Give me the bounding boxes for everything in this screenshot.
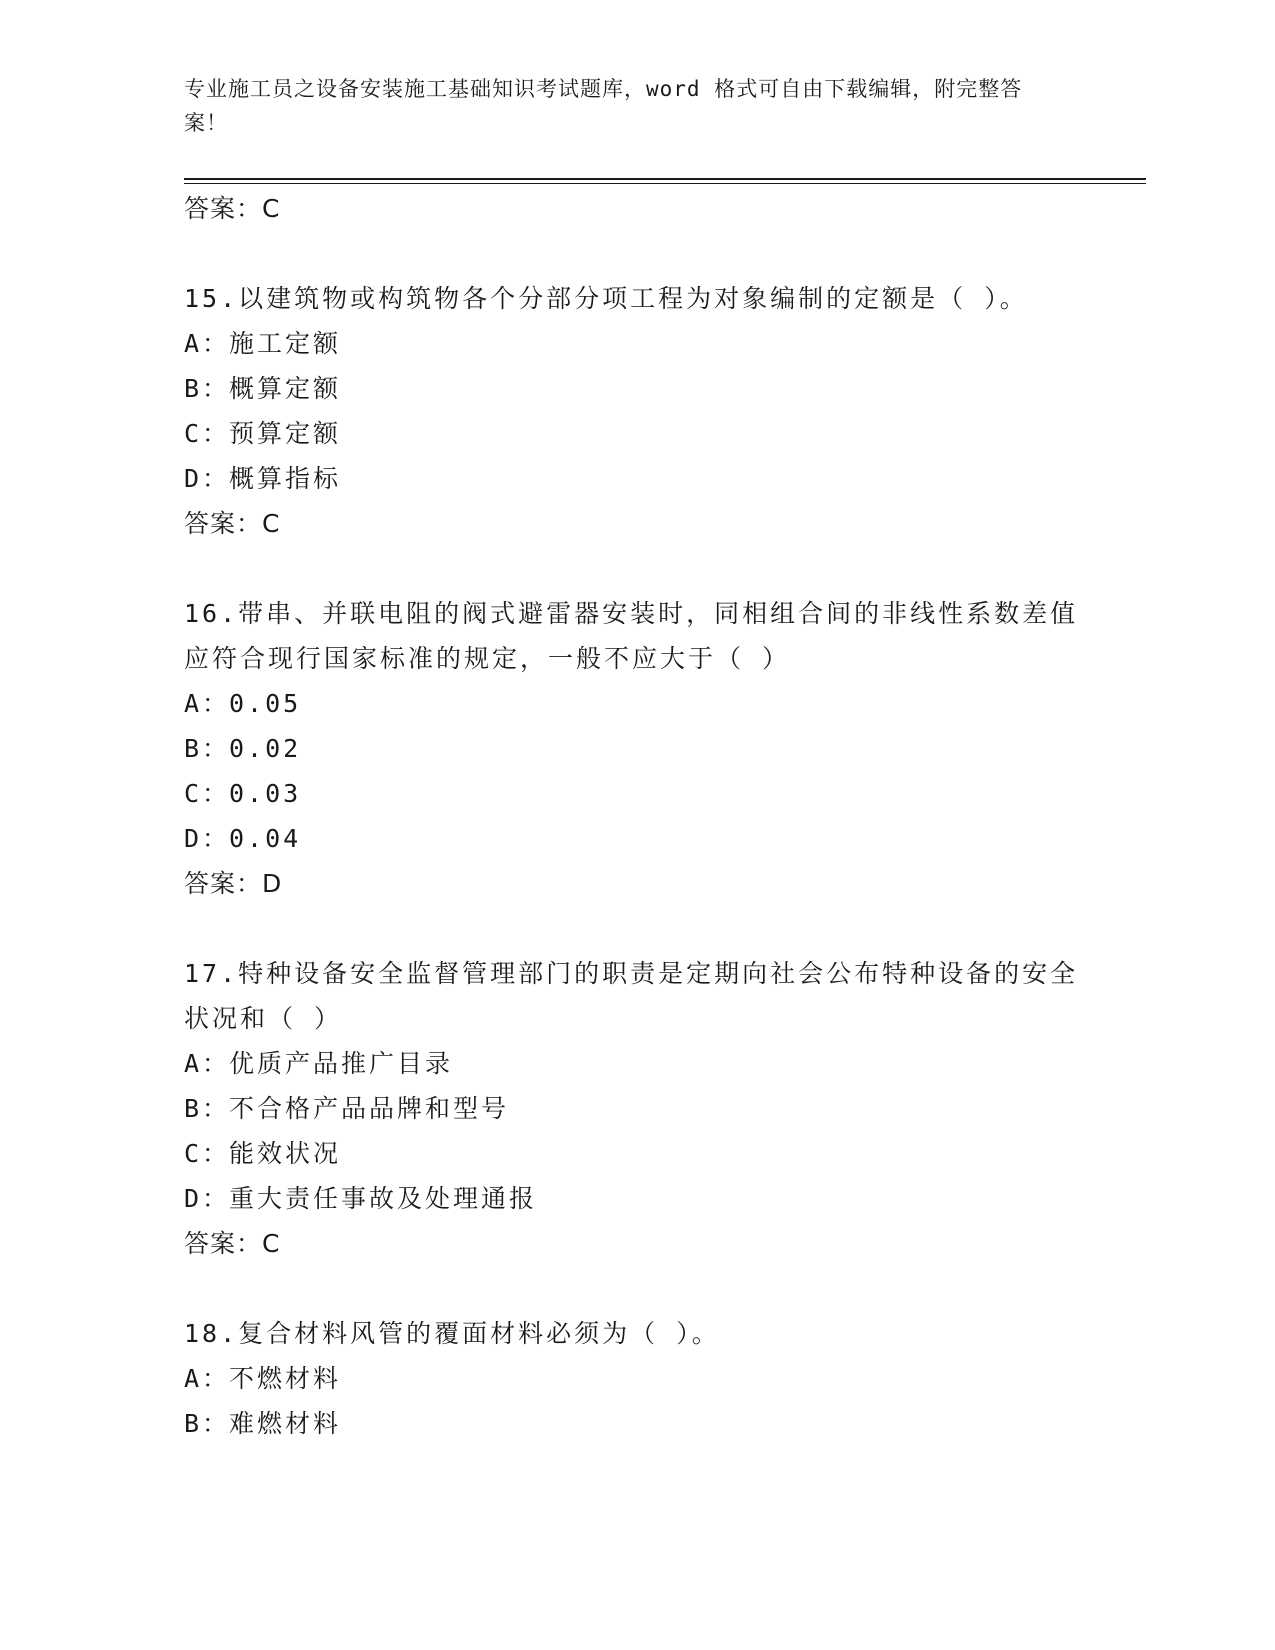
option-text: 0.04 (229, 824, 302, 853)
option-d (184, 456, 1084, 501)
option-a (184, 681, 1084, 726)
answer-line: 答案：C (184, 1229, 281, 1258)
option-text: 预算定额 (229, 419, 342, 448)
answer-line: 答案：D (184, 869, 283, 898)
option-a (184, 321, 1084, 366)
option-text: 0.03 (229, 779, 302, 808)
question-list (184, 186, 1084, 1446)
option-b (184, 726, 1084, 771)
spacer (184, 906, 1084, 951)
option-text: 0.05 (229, 689, 302, 718)
option-key: B： (184, 1094, 231, 1123)
option-c (184, 771, 1084, 816)
question-block (184, 951, 1084, 1266)
option-c (184, 411, 1084, 456)
document-header: 专业施工员之设备安装施工基础知识考试题库，word 格式可自由下载编辑，附完整答案！ (184, 77, 1023, 135)
option-key: A： (184, 1049, 231, 1078)
option-text: 不燃材料 (229, 1364, 342, 1393)
header-divider-thick (184, 178, 1146, 180)
header-divider-thin (184, 183, 1146, 184)
option-key: A： (184, 1364, 231, 1393)
option-b (184, 366, 1084, 411)
option-key: B： (184, 374, 231, 403)
question-block (184, 276, 1084, 546)
option-key: D： (184, 824, 231, 853)
option-key: D： (184, 464, 231, 493)
option-text: 重大责任事故及处理通报 (229, 1184, 538, 1213)
question-block (184, 591, 1084, 906)
question-stem: 15.以建筑物或构筑物各个分部分项工程为对象编制的定额是（ ）。 (184, 284, 1028, 313)
option-a (184, 1041, 1084, 1086)
question-block (184, 1311, 1084, 1446)
option-a (184, 1356, 1084, 1401)
option-b (184, 1401, 1084, 1446)
option-d (184, 1176, 1084, 1221)
spacer (184, 546, 1084, 591)
option-key: B： (184, 1409, 231, 1438)
option-text: 能效状况 (229, 1139, 342, 1168)
option-key: C： (184, 779, 231, 808)
option-text: 施工定额 (229, 329, 342, 358)
question-stem: 17.特种设备安全监督管理部门的职责是定期向社会公布特种设备的安全状况和（ ） (184, 959, 1079, 1033)
spacer (184, 231, 1084, 276)
option-text: 概算指标 (229, 464, 342, 493)
option-text: 概算定额 (229, 374, 342, 403)
option-d (184, 816, 1084, 861)
spacer (184, 1266, 1084, 1311)
answer-line: 答案：C (184, 509, 281, 538)
option-key: A： (184, 329, 231, 358)
option-key: C： (184, 419, 231, 448)
option-key: A： (184, 689, 231, 718)
option-c (184, 1131, 1084, 1176)
question-stem: 16.带串、并联电阻的阀式避雷器安装时，同相组合间的非线性系数差值应符合现行国家标准的规定，一般不应大于（ ） (184, 599, 1079, 673)
question-stem: 18.复合材料风管的覆面材料必须为（ ）。 (184, 1319, 720, 1348)
option-text: 不合格产品品牌和型号 (229, 1094, 510, 1123)
option-key: D： (184, 1184, 231, 1213)
option-key: B： (184, 734, 231, 763)
option-text: 难燃材料 (229, 1409, 342, 1438)
option-text: 0.02 (229, 734, 302, 763)
option-key: C： (184, 1139, 231, 1168)
option-text: 优质产品推广目录 (229, 1049, 454, 1078)
answer-line: 答案：C (184, 194, 281, 223)
option-b (184, 1086, 1084, 1131)
